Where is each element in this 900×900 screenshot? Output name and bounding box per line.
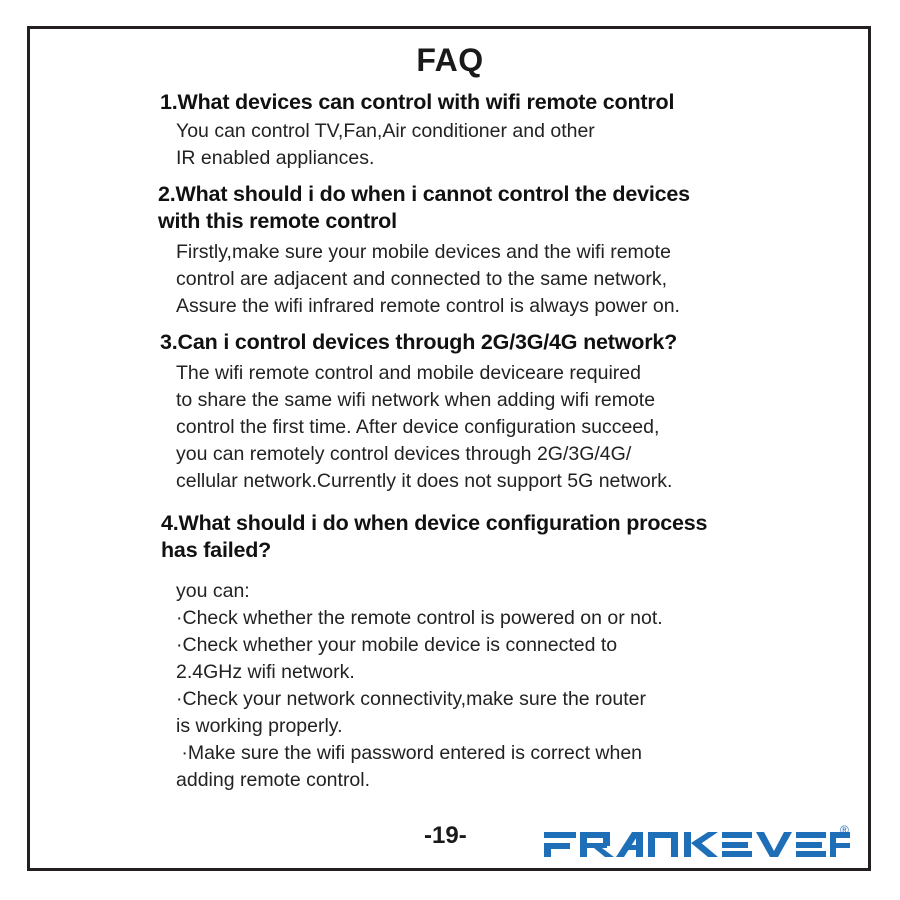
question-line: 2.What should i do when i cannot control the devices <box>158 182 690 206</box>
faq-answer-4 <box>176 578 663 794</box>
answer-line: control the first time. After device configuration succeed, <box>176 416 660 438</box>
faq-question-2 <box>158 181 690 235</box>
faq-answer-1 <box>176 118 595 172</box>
question-line: with this remote control <box>158 209 397 233</box>
frankever-logo <box>544 826 850 865</box>
answer-line: 2.4GHz wifi network. <box>176 661 355 683</box>
answer-line: ·Check your network connectivity,make sure the router <box>176 688 646 710</box>
faq-question-4 <box>161 510 707 564</box>
registered-mark: ® <box>840 823 849 837</box>
question-line: 4.What should i do when device configuration process <box>161 511 708 535</box>
answer-line: Firstly,make sure your mobile devices and the wifi remote <box>176 241 671 263</box>
answer-line: cellular network.Currently it does not support 5G network. <box>176 470 673 492</box>
answer-line: ·Make sure the wifi password entered is correct when <box>176 742 643 764</box>
answer-line: Assure the wifi infrared remote control is always power on. <box>176 295 680 317</box>
faq-answer-3 <box>176 360 672 495</box>
logo-wordmark <box>544 826 850 860</box>
answer-line: you can remotely control devices through 2G/3G/4G/ <box>176 443 632 465</box>
page-title: FAQ <box>416 42 484 78</box>
answer-line: adding remote control. <box>176 769 371 791</box>
faq-question-1 <box>160 89 674 116</box>
answer-line: ·Check whether the remote control is powered on or not. <box>176 607 663 629</box>
question-line: 1.What devices can control with wifi remote control <box>160 90 675 114</box>
faq-question-3 <box>160 329 677 356</box>
answer-line: to share the same wifi network when adding wifi remote <box>176 389 656 411</box>
answer-line: ·Check whether your mobile device is connected to <box>176 634 618 656</box>
faq-answer-2 <box>176 239 680 320</box>
question-line: has failed? <box>161 538 272 562</box>
answer-line: You can control TV,Fan,Air conditioner and other <box>176 120 595 142</box>
answer-line: IR enabled appliances. <box>176 147 375 169</box>
answer-line: control are adjacent and connected to the same network, <box>176 268 668 290</box>
answer-line: you can: <box>176 580 250 602</box>
answer-line: The wifi remote control and mobile deviceare required <box>176 362 641 384</box>
answer-line: is working properly. <box>176 715 343 737</box>
page-number: -19- <box>424 822 467 849</box>
question-line: 3.Can i control devices through 2G/3G/4G network? <box>160 330 678 354</box>
